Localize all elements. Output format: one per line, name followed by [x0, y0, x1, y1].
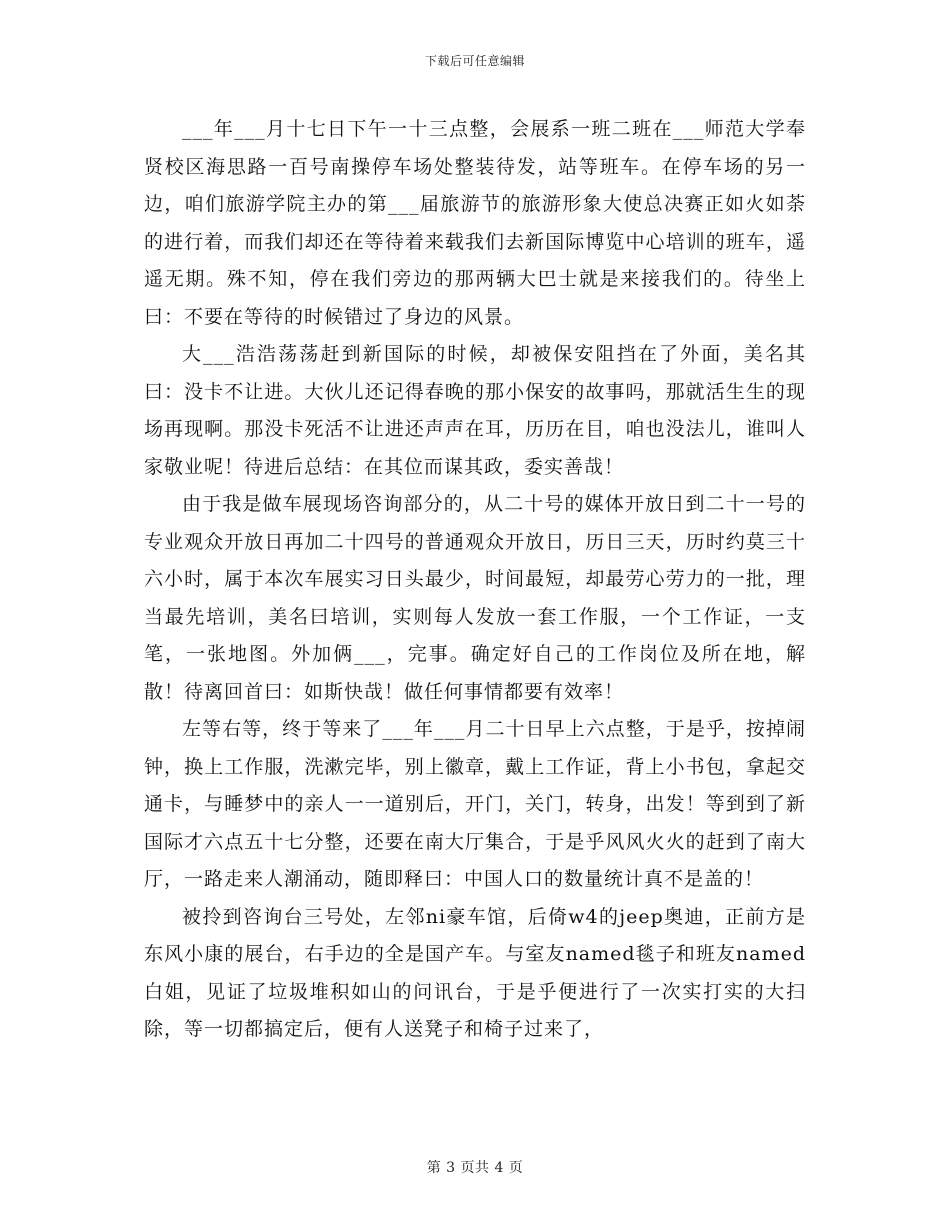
paragraph-3: 由于我是做车展现场咨询部分的，从二十号的媒体开放日到二十一号的专业观众开放日再加二十四号的普通观众开放日，历日三天，历时约莫三十六小时，属于本次车展实习日头最少，时间最短，却最劳心劳力的一批，理当最先培训，美名曰培训，实则每人发放一套工作服，一个工作证，一支笔，一张地图。外加俩___，完事。确定好自己的工作岗位及所在地，解散！待离回首曰：如斯快哉！做任何事情都要有效率！	[144, 493, 806, 703]
paragraph-1: ___年___月十七日下午一十三点整，会展系一班二班在___师范大学奉贤校区海思路一百号南操停车场处整装待发，站等班车。在停车场的另一边，咱们旅游学院主办的第___届旅游节的旅游形象大使总决赛正如火如荼的进行着，而我们却还在等待着来载我们去新国际博览中心培训的班车，遥遥无期。殊不知，停在我们旁边的那两辆大巴士就是来接我们的。待坐上曰：不要在等待的时候错过了身边的风景。	[144, 118, 806, 328]
paragraph-2: 大___浩浩荡荡赶到新国际的时候，却被保安阻挡在了外面，美名其曰：没卡不让进。大伙儿还记得春晚的那小保安的故事吗，那就活生生的现场再现啊。那没卡死活不让进还声声在耳，历历在目，咱也没法儿，谁叫人家敬业呢！待进后总结：在其位而谋其政，委实善哉！	[144, 343, 806, 478]
document-body	[144, 111, 806, 1049]
paragraph-5: 被拎到咨询台三号处，左邻ni豪车馆，后倚w4的jeep奥迪，正前方是东风小康的展台，右手边的全是国产车。与室友named毯子和班友named白姐，见证了垃圾堆积如山的问讯台，于是乎便进行了一次实打实的大扫除，等一切都搞定后，便有人送凳子和椅子过来了，	[144, 905, 806, 1040]
page-number: 第 3 页共 4 页	[426, 1160, 524, 1176]
paragraph-4: 左等右等，终于等来了___年___月二十日早上六点整，于是乎，按掉闹钟，换上工作服，洗漱完毕，别上徽章，戴上工作证，背上小书包，拿起交通卡，与睡梦中的亲人一一道别后，开门，关门，转身，出发！等到到了新国际才六点五十七分整，还要在南大厅集合，于是乎风风火火的赶到了南大厅，一路走来人潮涌动，随即释曰：中国人口的数量统计真不是盖的！	[144, 718, 806, 890]
page-header-note: 下载后可任意编辑	[424, 54, 525, 68]
